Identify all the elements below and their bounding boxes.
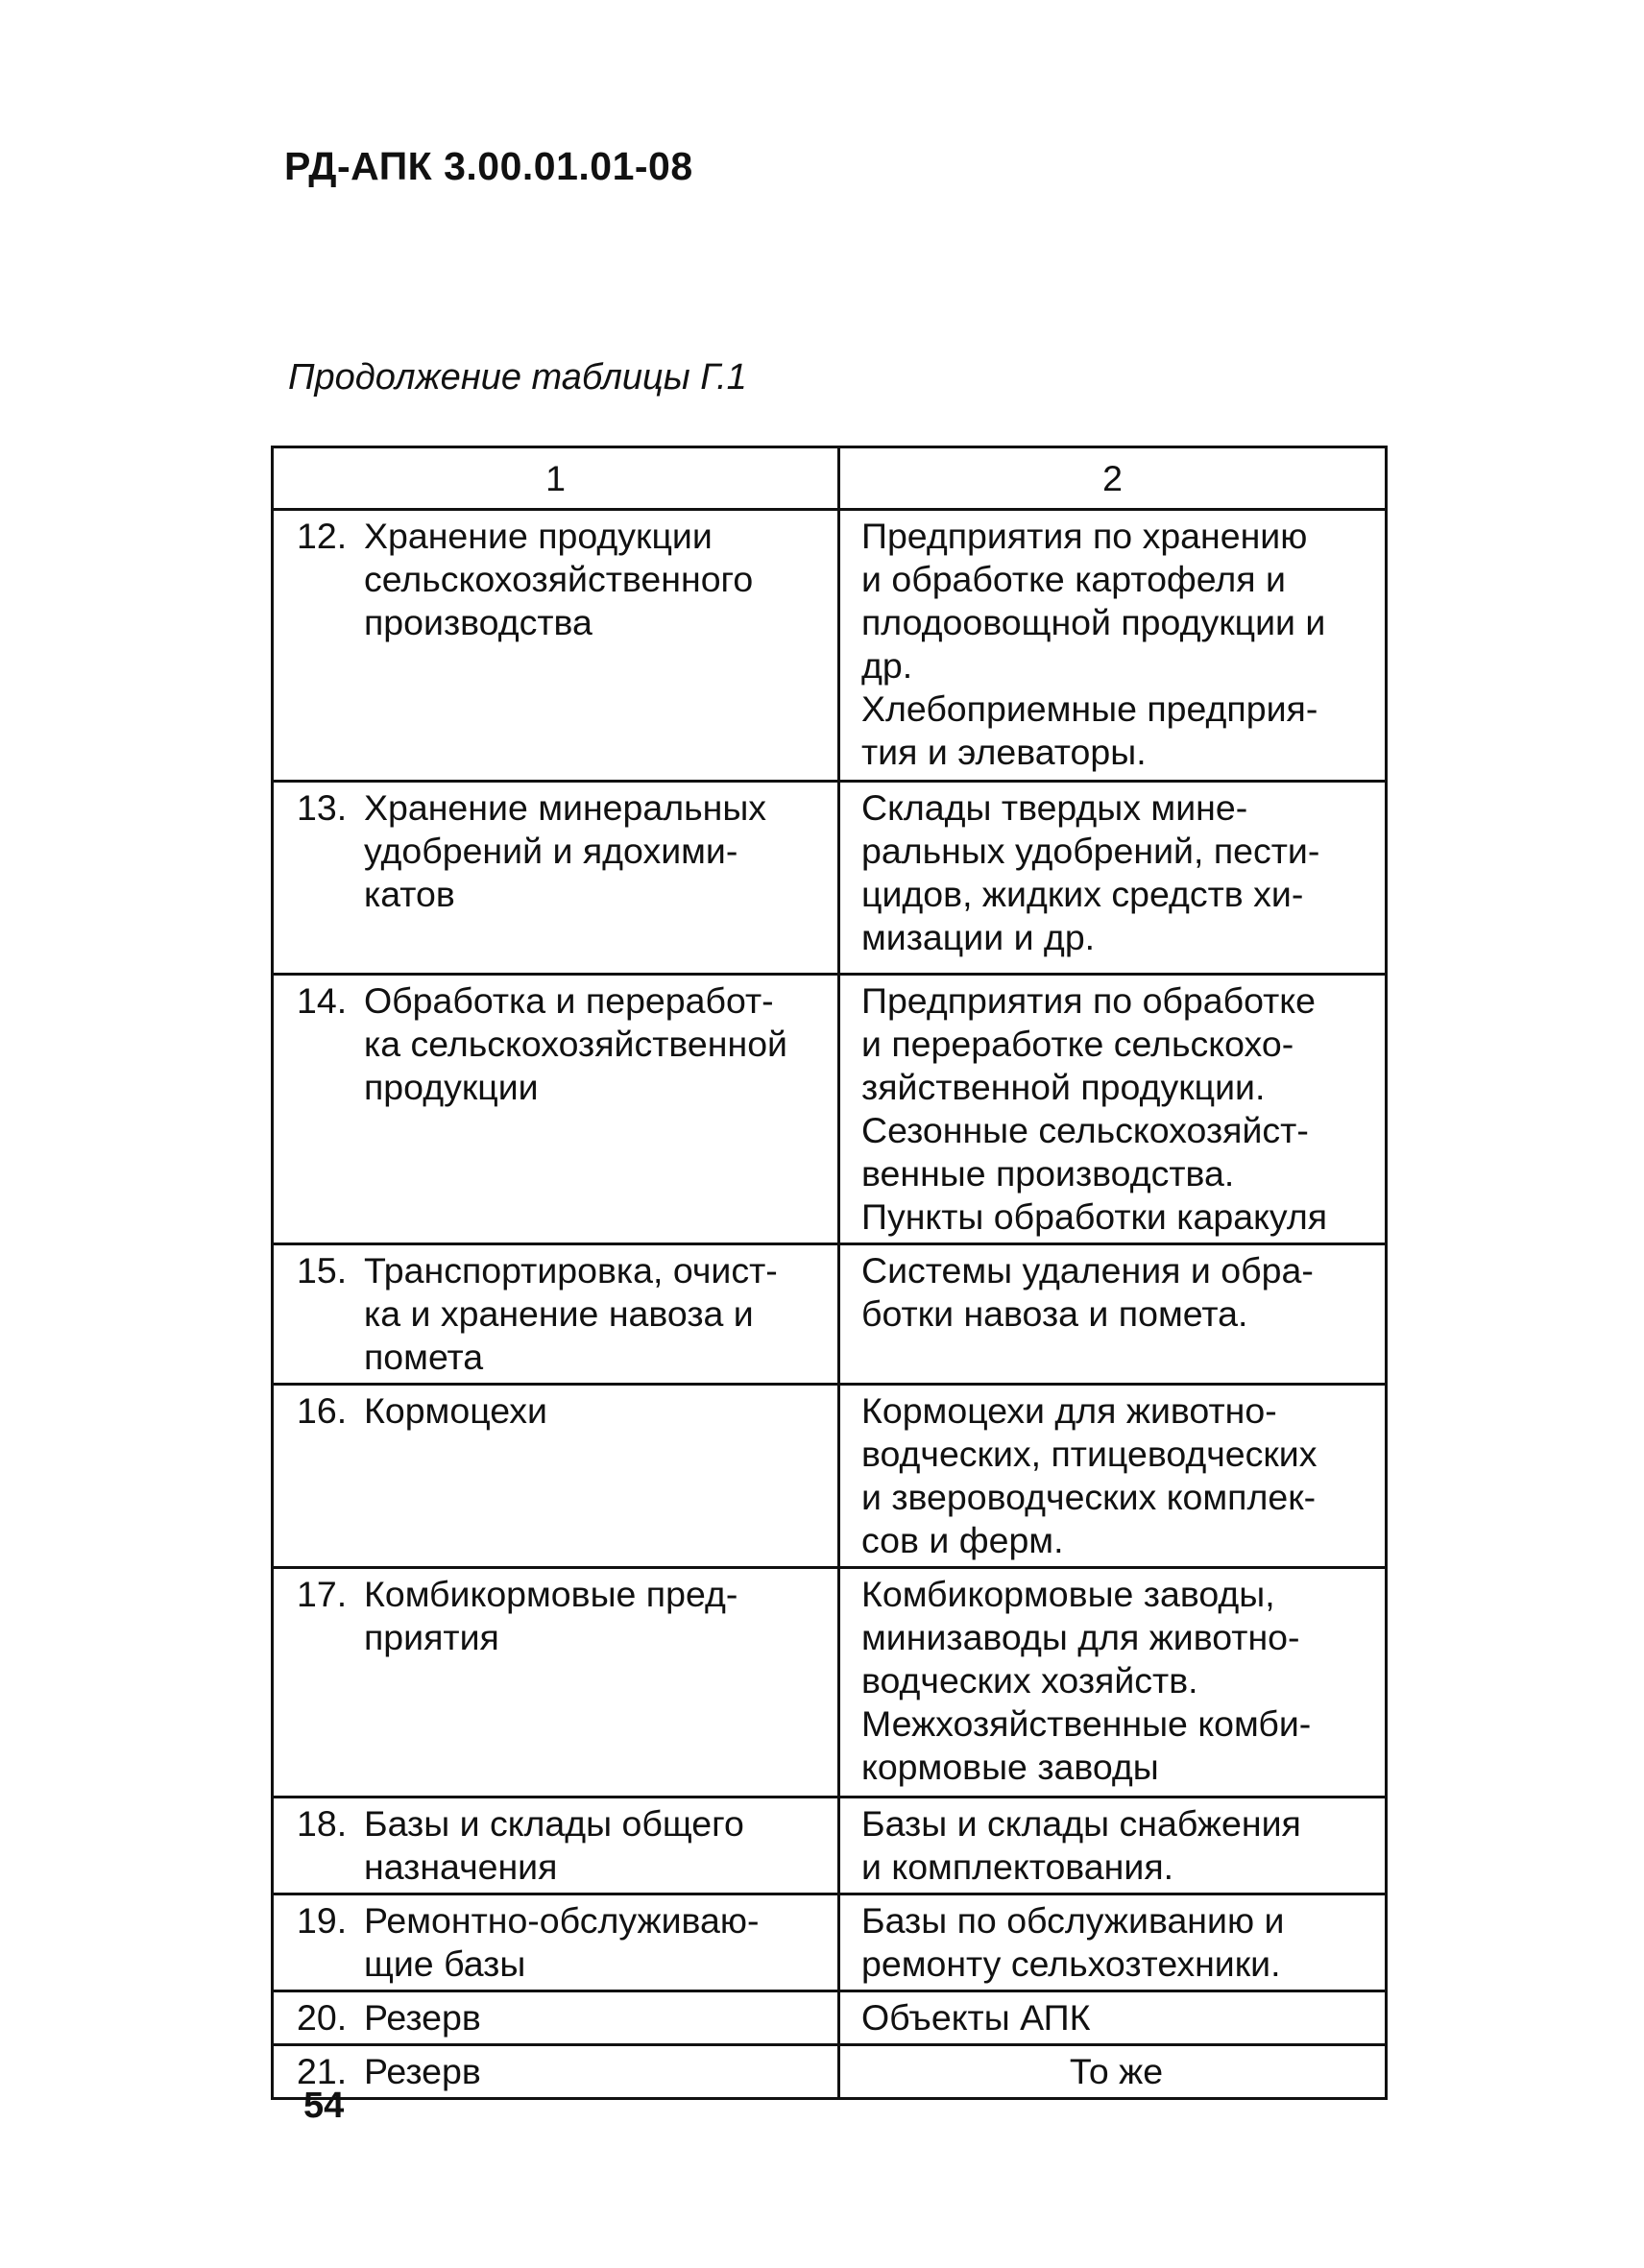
- activity-text: Обработка и переработ- ка сельскохозяйственной продукции: [364, 980, 788, 1107]
- objects-cell: [839, 782, 1387, 975]
- activity-text: Ремонтно-обслуживаю- щие базы: [364, 1900, 760, 1984]
- objects-cell: [839, 1798, 1387, 1894]
- activity-text: Резерв: [364, 1997, 481, 2038]
- row-number: 21.: [297, 2051, 348, 2091]
- objects-cell: [839, 1385, 1387, 1568]
- objects-text: Объекты АПК: [861, 1997, 1091, 2038]
- activity-cell: [273, 1991, 839, 2045]
- activity-text: Хранение продукции сельскохозяйственного производства: [364, 516, 754, 642]
- row-number: 19.: [297, 1900, 348, 1941]
- objects-text: Базы и склады снабжения и комплектования.: [861, 1803, 1301, 1887]
- objects-cell: [839, 1244, 1387, 1385]
- table-row: [273, 1244, 1387, 1385]
- row-number: 15.: [297, 1250, 348, 1291]
- objects-text: Предприятия по хранению и обработке картофеля и плодоовощной продукции и др. Хлебоприемные предприя- тия и элеваторы.: [861, 516, 1326, 772]
- objects-cell: [839, 1894, 1387, 1991]
- activity-text: Резерв: [364, 2051, 481, 2091]
- activity-text: Базы и склады общего назначения: [364, 1803, 744, 1887]
- row-number: 13.: [297, 787, 348, 828]
- table-row: [273, 1385, 1387, 1568]
- page-number: 54: [303, 2086, 345, 2126]
- objects-text: Склады твердых мине- ральных удобрений, пести- цидов, жидких средств хи- мизации и др.: [861, 787, 1320, 957]
- objects-cell: [839, 510, 1387, 782]
- table-row: [273, 510, 1387, 782]
- activity-cell: [273, 1798, 839, 1894]
- activity-cell: [273, 782, 839, 975]
- activity-cell: [273, 975, 839, 1244]
- objects-text: То же: [1069, 2051, 1164, 2091]
- row-number: 12.: [297, 516, 348, 556]
- activity-cell: [273, 1894, 839, 1991]
- activity-text: Кормоцехи: [364, 1390, 547, 1431]
- table-row: [273, 1568, 1387, 1798]
- row-number: 17.: [297, 1574, 348, 1614]
- objects-text: Кормоцехи для животно- водческих, птицеводческих и звероводческих комплек- сов и ферм.: [861, 1390, 1318, 1560]
- table-header-row: [273, 447, 1387, 510]
- activity-text: Транспортировка, очист- ка и хранение навоза и помета: [364, 1250, 778, 1377]
- objects-cell: [839, 975, 1387, 1244]
- objects-cell: [839, 1568, 1387, 1798]
- table-row: [273, 1798, 1387, 1894]
- activity-cell: [273, 1244, 839, 1385]
- activity-text: Хранение минеральных удобрений и ядохими- катов: [364, 787, 767, 914]
- objects-text: Базы по обслуживанию и ремонту сельхозтехники.: [861, 1900, 1285, 1984]
- activity-cell: [273, 1385, 839, 1568]
- activity-text: Комбикормовые пред- приятия: [364, 1574, 738, 1657]
- table-row: [273, 1991, 1387, 2045]
- column-header-2: 2: [839, 447, 1387, 510]
- objects-text: Комбикормовые заводы, минизаводы для животно- водческих хозяйств. Межхозяйственные комби- кормовые заводы: [861, 1574, 1312, 1787]
- services-table: [271, 446, 1388, 2100]
- table-row: [273, 2045, 1387, 2099]
- row-number: 14.: [297, 980, 348, 1021]
- row-number: 16.: [297, 1390, 348, 1431]
- table-caption: Продолжение таблицы Г.1: [288, 357, 747, 398]
- objects-text: Системы удаления и обра- ботки навоза и помета.: [861, 1250, 1314, 1334]
- table-row: [273, 975, 1387, 1244]
- document-code: РД-АПК 3.00.01.01-08: [284, 144, 693, 188]
- activity-cell: [273, 510, 839, 782]
- activity-cell: [273, 1568, 839, 1798]
- row-number: 18.: [297, 1803, 348, 1844]
- objects-cell: [839, 1991, 1387, 2045]
- objects-cell: [839, 2045, 1387, 2099]
- table-row: [273, 782, 1387, 975]
- column-header-1: 1: [273, 447, 839, 510]
- activity-cell: [273, 2045, 839, 2099]
- table-row: [273, 1894, 1387, 1991]
- objects-text: Предприятия по обработке и переработке сельскохо- зяйственной продукции. Сезонные сельскохозяйст- венные производства. Пункты обработки каракуля: [861, 980, 1328, 1237]
- row-number: 20.: [297, 1997, 348, 2038]
